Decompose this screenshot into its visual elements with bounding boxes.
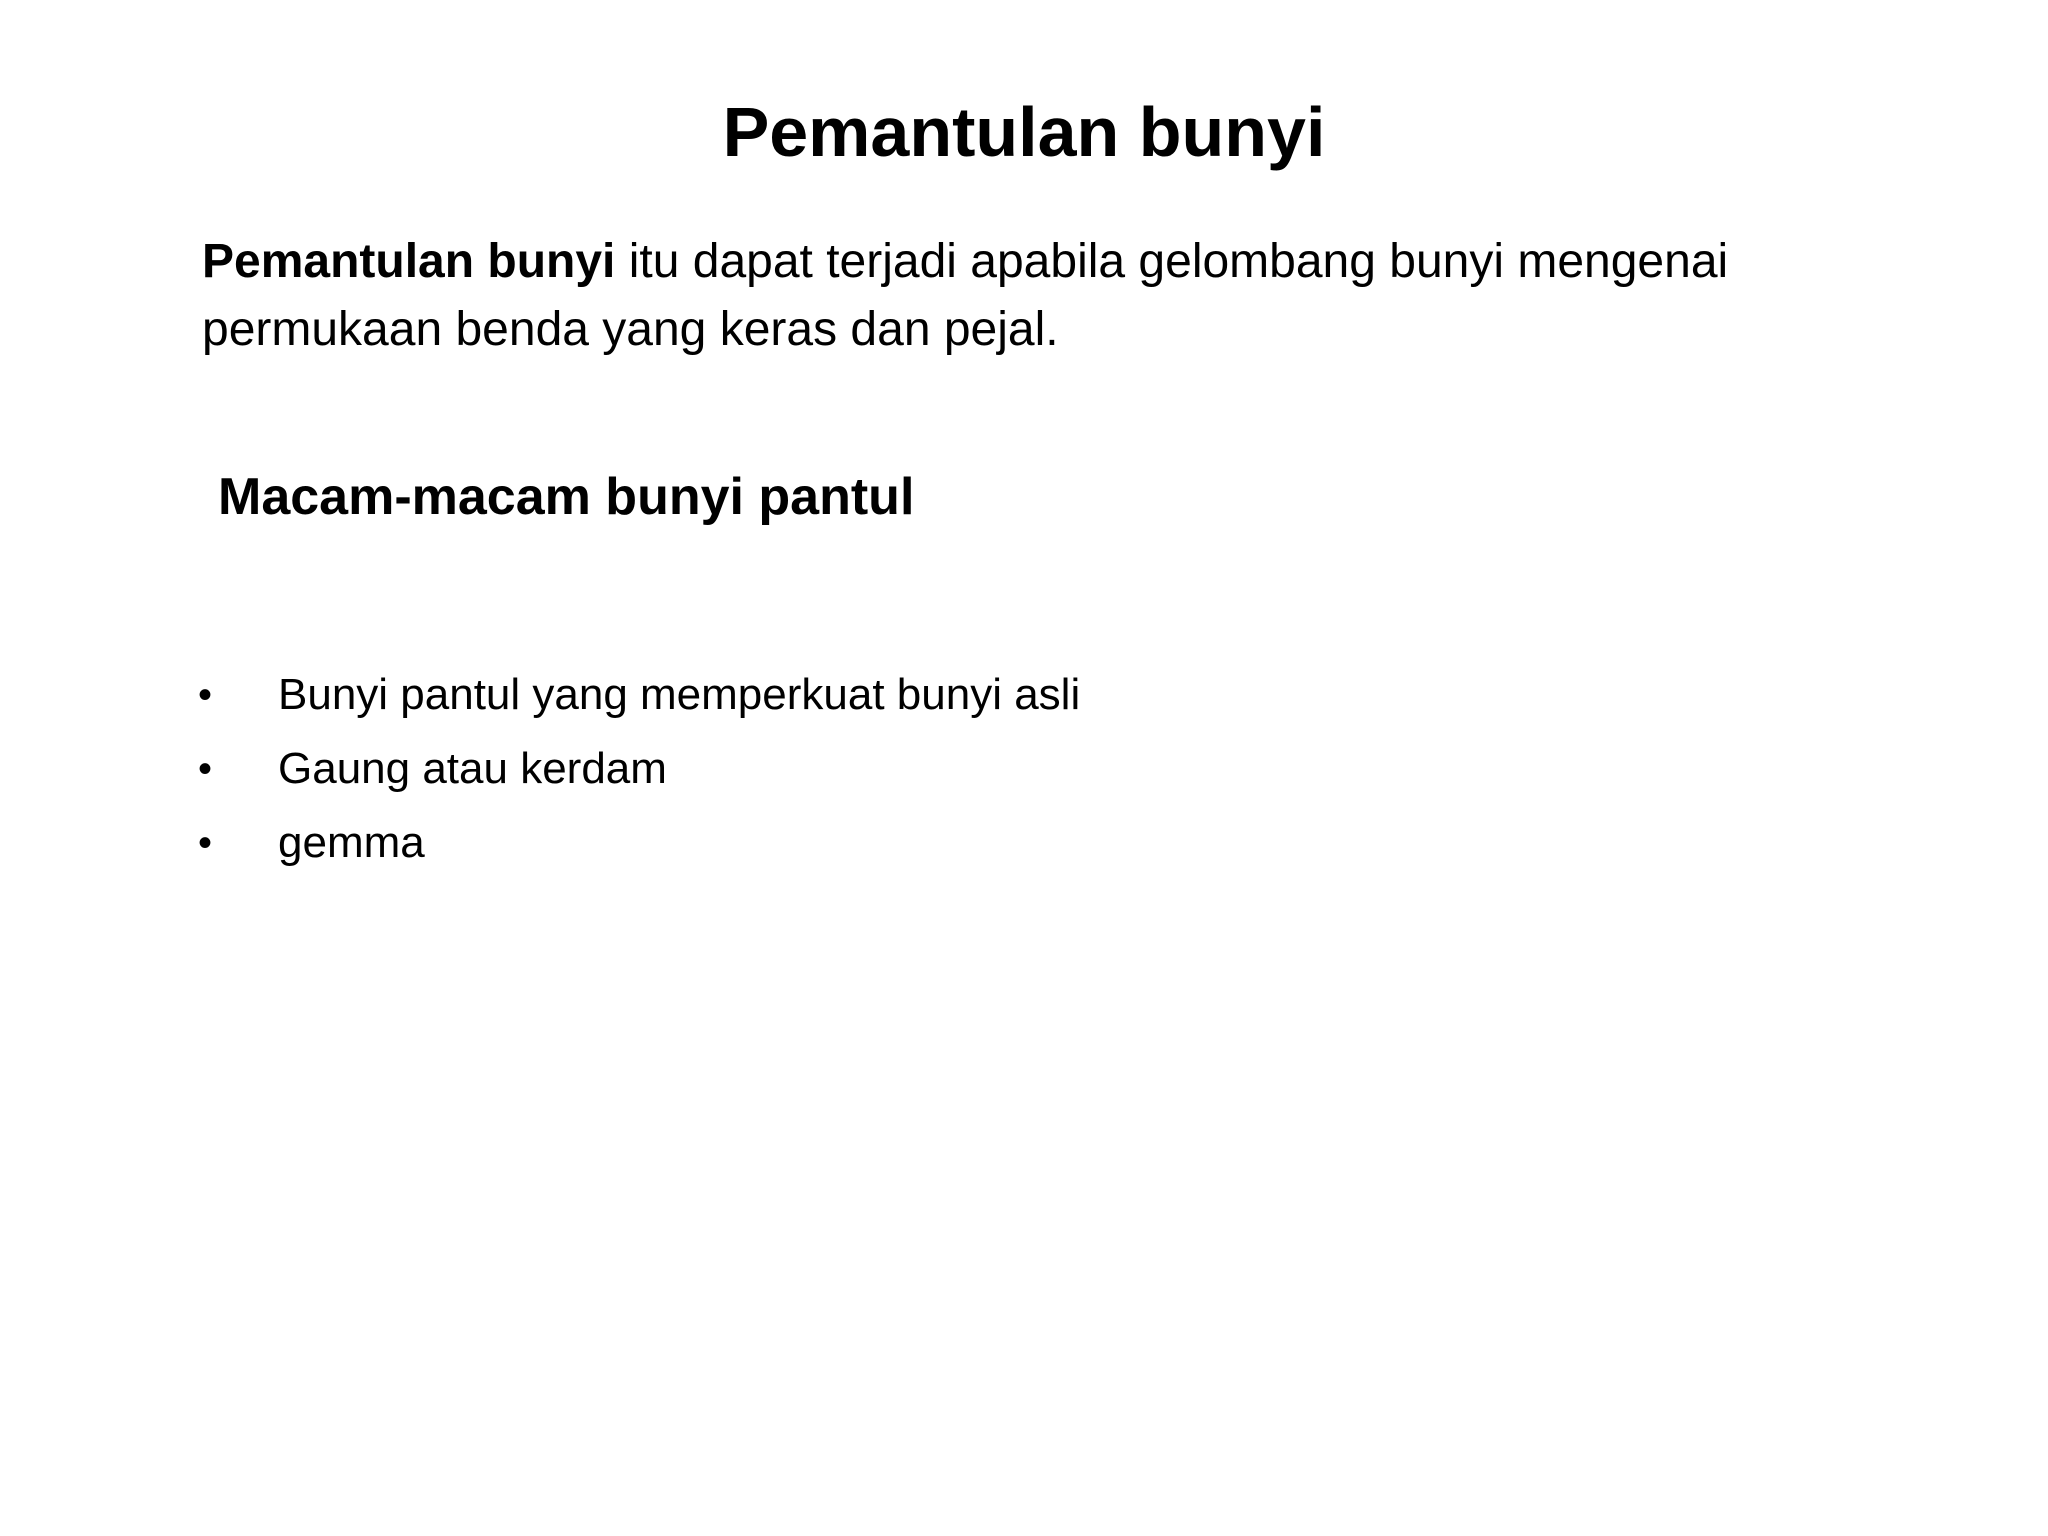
slide-title: Pemantulan bunyi [722, 93, 1326, 171]
intro-paragraph [202, 228, 1922, 364]
bullet-list [198, 658, 1598, 880]
section-subtitle: Macam-macam bunyi pantul [218, 468, 915, 526]
bullet-icon: • [198, 673, 213, 717]
bullet-icon: • [198, 747, 213, 791]
list-item-text: gemma [278, 818, 425, 867]
intro-term: Pemantulan bunyi [202, 235, 616, 288]
intro-text: itu dapat terjadi apabila gelombang bunyi mengenai permukaan benda yang keras dan pejal. [202, 235, 1729, 356]
list-item-text: Bunyi pantul yang memperkuat bunyi asli [278, 670, 1081, 719]
bullet-icon: • [198, 821, 213, 865]
list-item [198, 732, 1598, 806]
list-item [198, 658, 1598, 732]
list-item-text: Gaung atau kerdam [278, 744, 667, 793]
list-item [198, 806, 1598, 880]
